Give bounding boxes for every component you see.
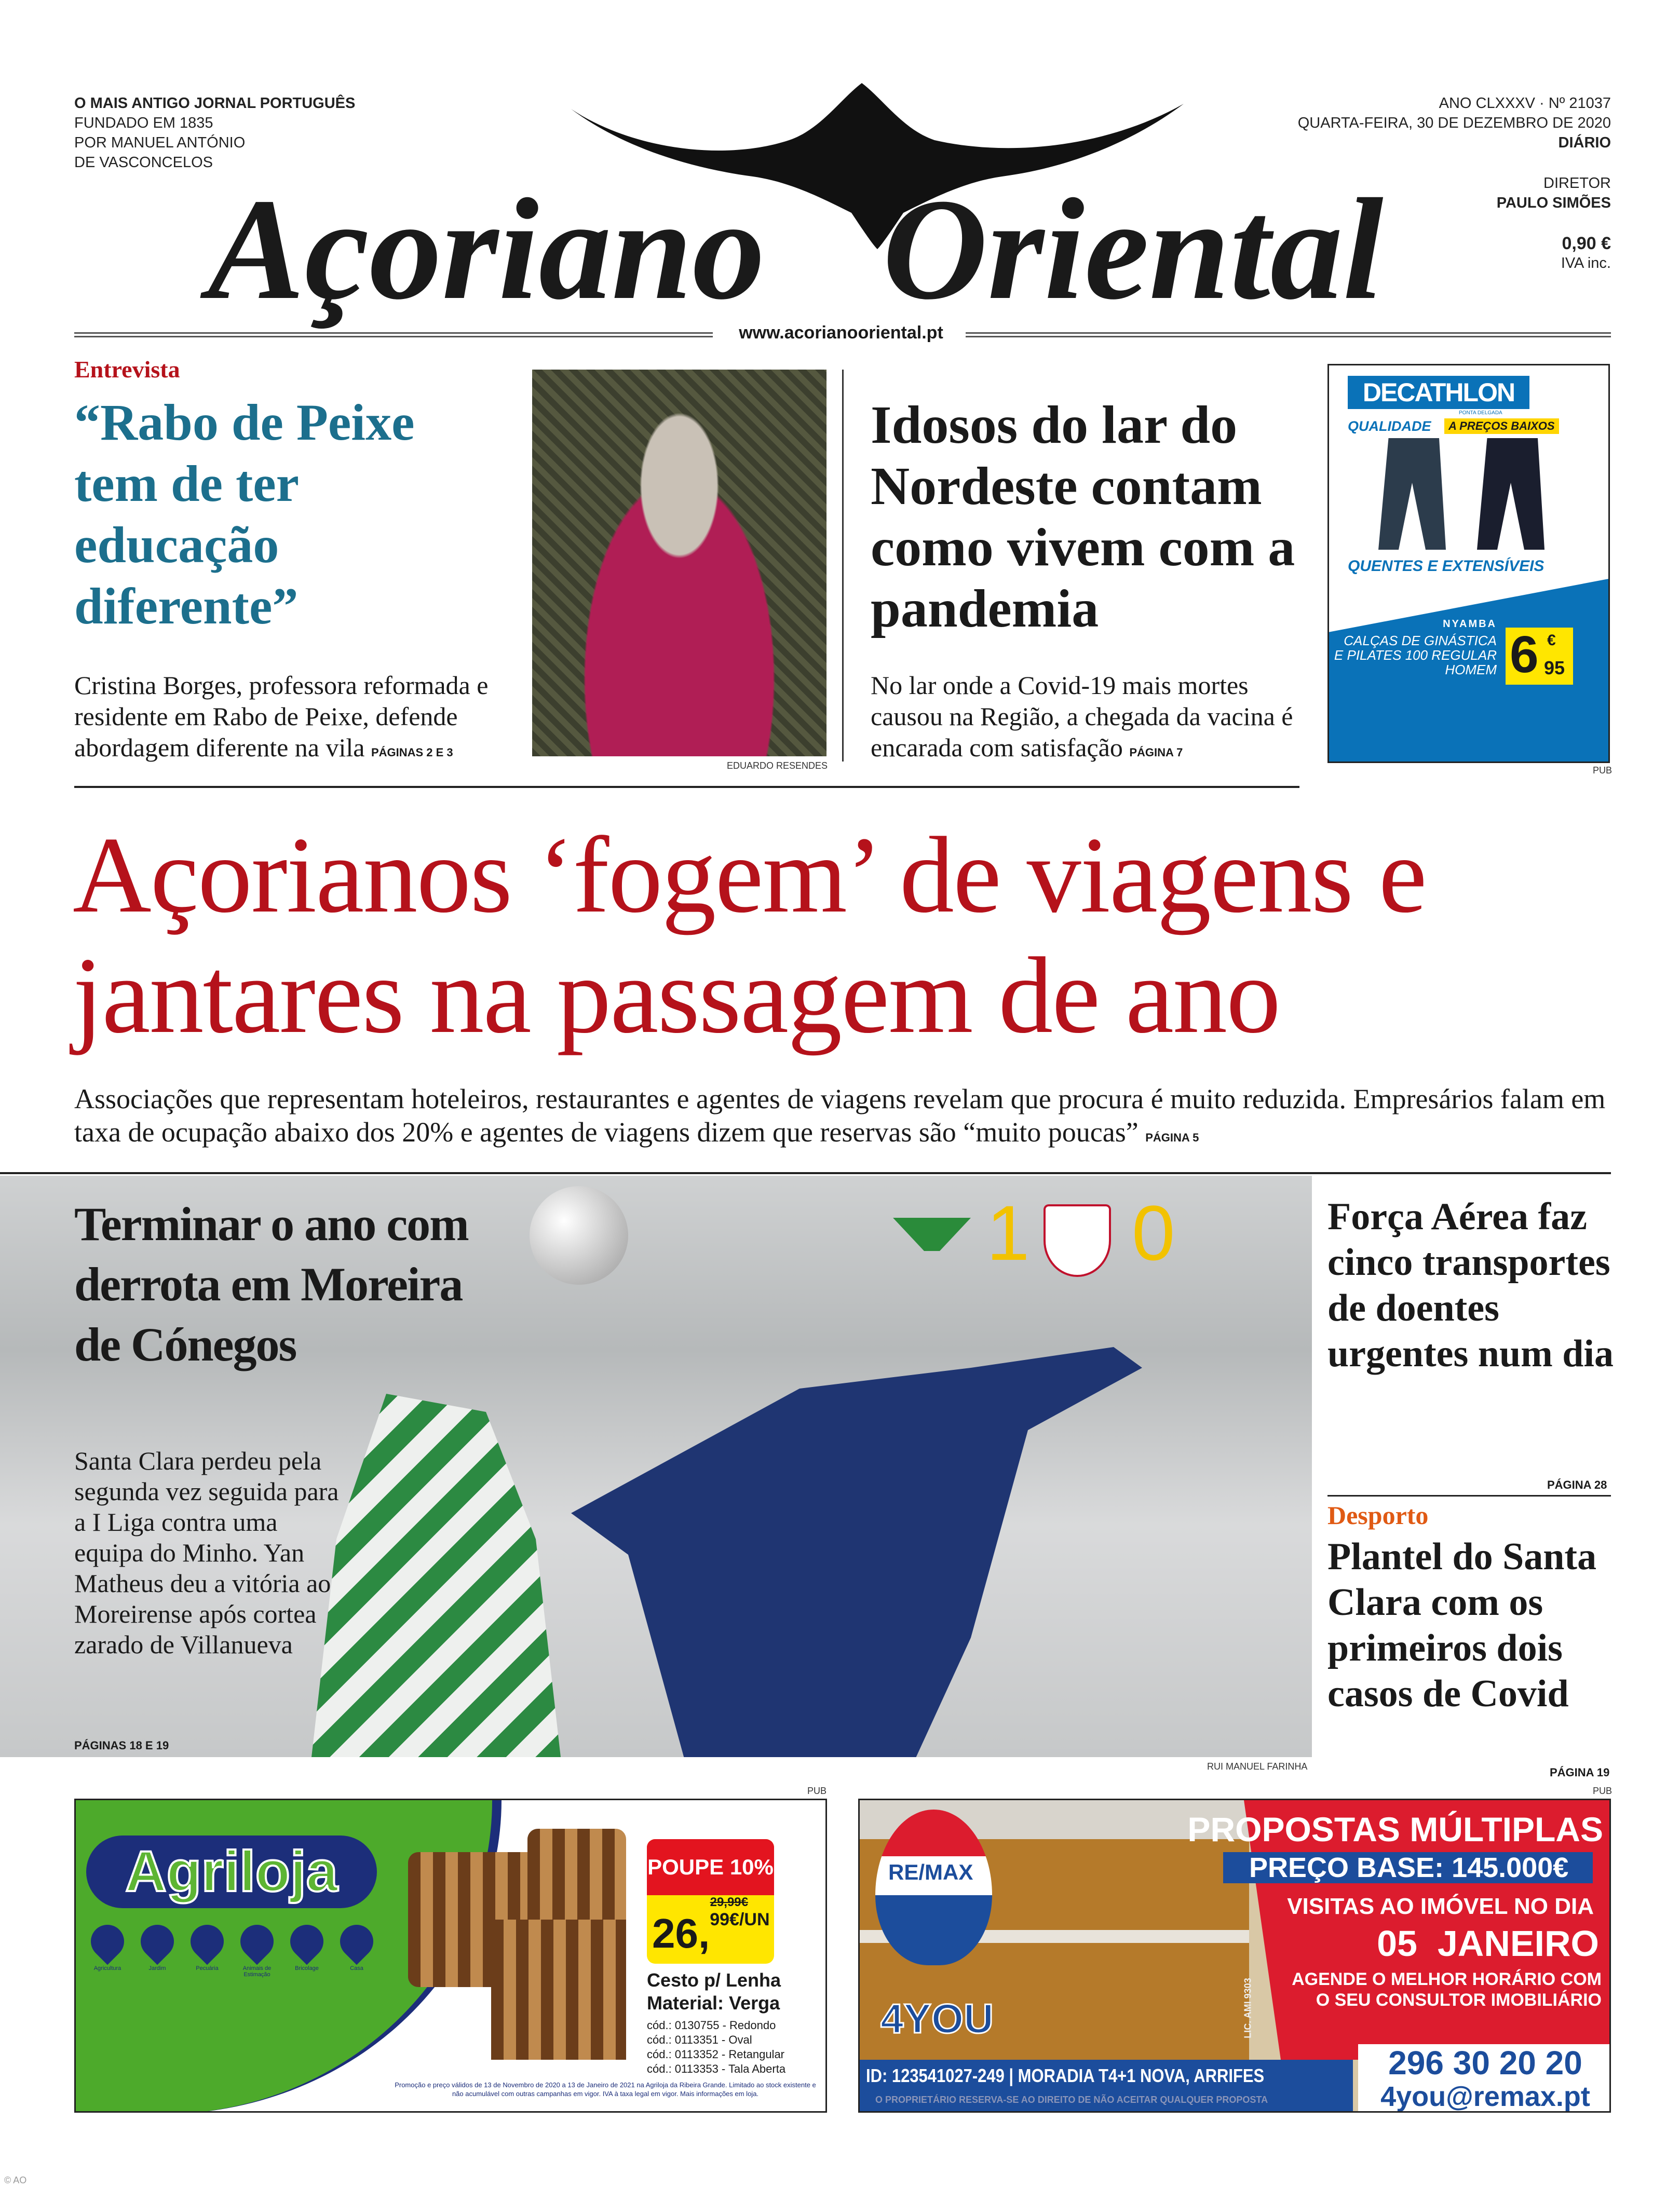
player-image: [311, 1394, 561, 1757]
legal-text: Promoção e preço válidos de 13 de Novembro de 2020 a 13 de Janeiro de 2021 na Agriloja da Ribeira Grande. Limitado ao stock existente e não acumulável com outras campanhas em vigor. IVA à taxa legal em vigor. Mais informações em loja.: [395, 2081, 816, 2098]
price-tag: POUPE 10% 29,99€ 26,99€/UN: [647, 1839, 774, 1964]
divider: [0, 1172, 1611, 1174]
pants-image: [1477, 438, 1544, 550]
founder: POR MANUEL ANTÓNIO: [74, 134, 246, 151]
photo-credit: EDUARDO RESENDES: [727, 760, 828, 771]
issue-number: ANO CLXXXV · Nº 21037: [1439, 95, 1611, 112]
pants-image: [1378, 438, 1446, 550]
score-home: 1: [986, 1189, 1030, 1276]
director-name: PAULO SIMÕES: [1496, 195, 1611, 211]
category-item: Bricolage: [286, 1925, 328, 1978]
photo-credit: RUI MANUEL FARINHA: [1207, 1761, 1308, 1772]
visits-label: VISITAS AO IMÓVEL NO DIA: [1287, 1894, 1594, 1919]
sport-kicker: Desporto: [1327, 1501, 1429, 1530]
founded: FUNDADO EM 1835: [74, 115, 213, 131]
director-label: DIRETOR: [1543, 175, 1611, 192]
page-ref: PÁGINA 7: [1129, 746, 1183, 759]
product-info: Cesto p/ Lenha Material: Verga: [647, 1969, 781, 2014]
category-item: Jardim: [136, 1925, 179, 1978]
divider: [966, 332, 1611, 337]
product-name: CALÇAS DE GINÁSTICA E PILATES 100 REGULAR HOMEM: [1334, 633, 1497, 677]
page-ref: PÁGINA 5: [1145, 1131, 1199, 1144]
disclaimer: O PROPRIETÁRIO RESERVA-SE AO DIREITO DE NÃO ACEITAR QUALQUER PROPOSTA: [875, 2095, 1268, 2105]
agriloja-ad[interactable]: [74, 1799, 827, 2113]
santa-clara-crest-icon: [1044, 1204, 1111, 1277]
divider: [1327, 1495, 1611, 1497]
masthead-title-1: Açoriano: [208, 168, 765, 330]
ad-label: PUB: [807, 1786, 827, 1796]
page-ref: PÁGINA 28: [1547, 1478, 1607, 1491]
lead-summary: Associações que representam hoteleiros, restaurantes e agentes de viagens revelam que procura é muito reduzida. Empresários falam em taxa de ocupação abaixo dos 20% e agentes de viagens dizem que reservas são “muito poucas” PÁGINA 5: [74, 1083, 1606, 1148]
feature: QUENTES E EXTENSÍVEIS: [1348, 558, 1544, 575]
football-headline[interactable]: Terminar o ano com derrota em Moreira de Cónegos: [74, 1198, 468, 1371]
frequency: DIÁRIO: [1558, 134, 1611, 151]
base-price: PREÇO BASE: 145.000€: [1223, 1852, 1593, 1883]
schedule-text: AGENDE O MELHOR HORÁRIO COM O SEU CONSULTOR IMOBILIÁRIO: [1292, 1969, 1602, 2010]
store-location: PONTA DELGADA: [1459, 410, 1502, 416]
tagline: O MAIS ANTIGO JORNAL PORTUGUÊS: [74, 95, 356, 112]
agriloja-logo: Agriloja: [86, 1836, 377, 1908]
email[interactable]: 4you@remax.pt: [1380, 2081, 1590, 2112]
masthead-left: [74, 93, 355, 172]
remax-ad[interactable]: [858, 1799, 1611, 2113]
lead-headline[interactable]: Açorianos ‘fogem’ de viagens e jantares na passagem de ano: [73, 815, 1426, 1056]
page-ref: PÁGINA 19: [1550, 1766, 1610, 1779]
license: LIC. AMI 9303: [1242, 1978, 1253, 2038]
visit-date: 05 JANEIRO: [1377, 1923, 1599, 1964]
category-item: Animais de Estimação: [236, 1925, 278, 1978]
listing-id: ID: 123541027-249 | MORADIA T4+1 NOVA, ARRIFES: [866, 2065, 1265, 2086]
ad-label: PUB: [1593, 1786, 1613, 1796]
category-item: Pecuária: [186, 1925, 228, 1978]
tax-note: IVA inc.: [1561, 255, 1611, 271]
category-item: Agricultura: [86, 1925, 129, 1978]
divider: [74, 786, 1299, 788]
basket-image: [491, 1920, 626, 2060]
issue-date: QUARTA-FEIRA, 30 DE DEZEMBRO DE 2020: [1297, 115, 1611, 131]
interview-photo: [532, 370, 827, 756]
divider: [74, 332, 713, 337]
ad-title: PROPOSTAS MÚLTIPLAS: [1187, 1810, 1603, 1848]
score-away: 0: [1132, 1189, 1175, 1276]
category-list: [86, 1925, 378, 1978]
phone[interactable]: 296 30 20 20: [1388, 2044, 1582, 2082]
website-link[interactable]: www.acorianooriental.pt: [739, 323, 943, 343]
ad-label: PUB: [1593, 765, 1613, 776]
copyright: © AO: [4, 2175, 27, 2185]
product-codes: cód.: 0130755 - Redondo cód.: 0113351 - Oval cód.: 0113352 - Retangular cód.: 0113353 - Tala Aberta: [647, 2019, 786, 2075]
page-ref: PÁGINAS 2 E 3: [371, 746, 453, 759]
interview-kicker: Entrevista: [74, 356, 180, 383]
slogan-highlight: A PREÇOS BAIXOS: [1444, 418, 1559, 434]
air-force-headline[interactable]: Força Aérea faz cinco transportes de doentes urgentes num dia: [1327, 1195, 1614, 1375]
decathlon-logo: DECATHLON: [1348, 376, 1529, 409]
agency-name: 4YOU: [880, 1995, 994, 2042]
product-brand: NYAMBA: [1443, 618, 1497, 630]
column-divider: [842, 370, 844, 762]
category-item: Casa: [335, 1925, 378, 1978]
slogan: QUALIDADE: [1348, 418, 1431, 434]
price: 0,90 €: [1562, 234, 1611, 253]
masthead-right: [1298, 93, 1611, 273]
interview-headline[interactable]: “Rabo de Peixe tem de ter educação diferente”: [74, 393, 415, 635]
football-ball: [530, 1186, 628, 1285]
elderly-headline[interactable]: Idosos do lar do Nordeste contam como vivem com a pandemia: [871, 395, 1295, 638]
page-ref: PÁGINAS 18 E 19: [74, 1739, 169, 1752]
sport-headline[interactable]: Plantel do Santa Clara com os primeiros dois casos de Covid: [1327, 1535, 1597, 1715]
elderly-summary: No lar onde a Covid-19 mais mortes causou na Região, a chegada da vacina é encarada com satisfação PÁGINA 7: [871, 671, 1293, 762]
founder: DE VASCONCELOS: [74, 154, 213, 171]
decathlon-ad[interactable]: [1327, 364, 1610, 763]
contact-box: [1358, 2044, 1611, 2113]
masthead-title-2: Oriental: [883, 168, 1384, 330]
football-summary: Santa Clara perdeu pela segunda vez seguida para a I Liga contra uma equipa do Minho. Yan Matheus deu a vitória ao Moreirense após cortea zarado de Villanueva: [74, 1446, 339, 1659]
interview-summary: Cristina Borges, professora reformada e residente em Rabo de Peixe, defende abordagem diferente na vila PÁGINAS 2 E 3: [74, 671, 489, 762]
price-tag: 6 € 95: [1506, 628, 1573, 685]
player-image: [571, 1347, 1142, 1757]
remax-brand: RE/MAX: [888, 1860, 973, 1884]
